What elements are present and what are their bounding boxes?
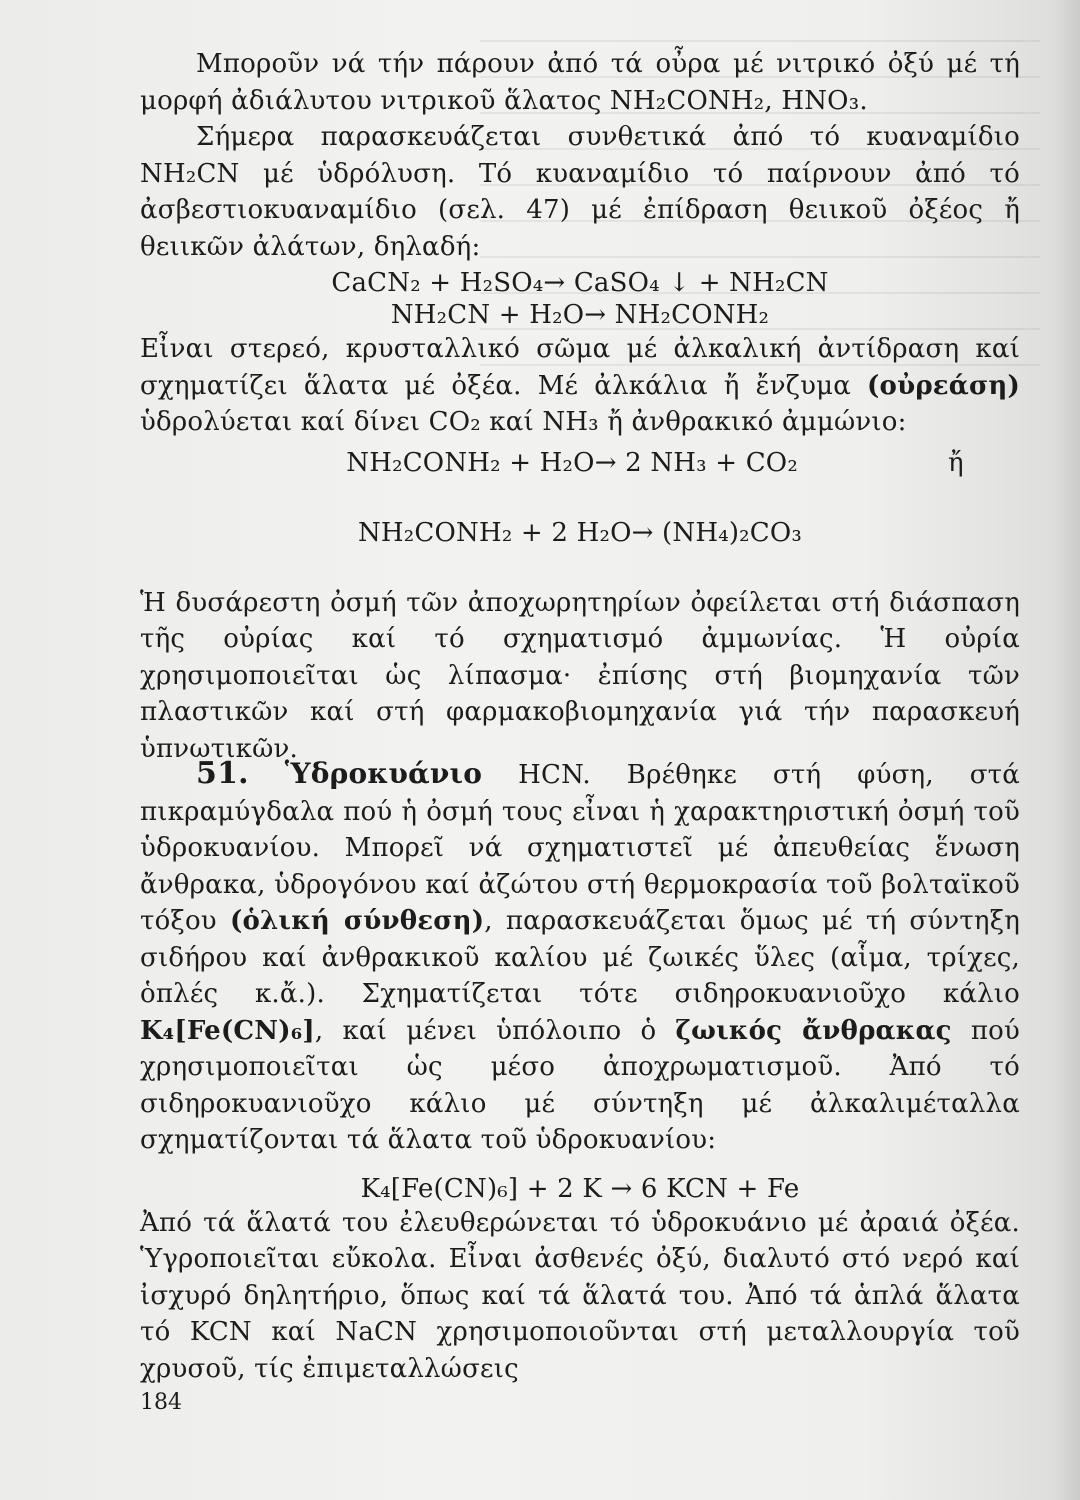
equation-3-row (140, 445, 1020, 481)
equation-5: K₄[Fe(CN)₆] + 2 K → 6 KCN + Fe (360, 1173, 800, 1204)
section-formula: HCN. (518, 760, 591, 790)
paragraph-cyanamide: Σήμερα παρασκευάζεται συνθετικά ἀπό τό κυαναμίδιο NH₂CN μέ ὑδρόλυση. Τό κυαναμίδιο τό παίρνουν ἀπό τό ἀσβεστιοκυαναμίδιο (σελ. 47) μέ ἐπίδραση θειικοῦ ὀξέος ἤ θειικῶν ἀλάτων, δηλαδή: (140, 122, 1020, 262)
equation-1: CaCN₂ + H₂SO₄→ CaSO₄ ↓ + NH₂CN (331, 268, 829, 298)
equation-4: NH₂CONH₂ + 2 H₂O→ (NH₄)₂CO₃ (357, 517, 803, 548)
paragraph-odor: Ἡ δυσάρεστη ὀσμή τῶν ἀποχωρητηρίων ὀφείλεται στή διάσπαση τῆς οὐρίας καί τό σχηματισμό ἀμμωνίας. Ἡ οὐρία χρησιμοποιεῖται ὡς λίπασμα· ἐπίσης στή βιομηχανία τῶν πλαστικῶν καί στή φαρμακοβιομηχανία γιά τήν παρασκευή ὑπνωτικῶν. (140, 587, 1020, 764)
equation-or: ἤ (947, 447, 964, 478)
equation-3: NH₂CONH₂ + H₂O→ 2 NH₃ + CO₂ (346, 447, 798, 478)
paragraph-nitrate: Μποροῦν νά τήν πάρουν ἀπό τά οὖρα μέ νιτρικό ὀξύ μέ τή μορφή ἀδιάλυτου νιτρικοῦ ἅλατος NH₂CONH₂, HNO₃. (140, 49, 1020, 116)
equation-2: NH₂CN + H₂O→ NH₂CONH₂ (390, 300, 770, 330)
section-title: Ὑδροκυάνιο (284, 757, 483, 790)
term-ferrocyanide: K₄[Fe(CN)₆] (140, 1015, 315, 1046)
term-animal-charcoal: ζωικός ἄνθρακας (675, 1015, 952, 1046)
paragraph-properties: Εἶναι στερεό, κρυσταλλικό σῶμα μέ ἀλκαλική ἀντίδραση καί σχηματίζει ἅλατα μέ ὀξέα. Μέ ἀλκάλια ἤ ἔνζυμα (οὐρεάση) ὑδρολύεται καί δίνει CO₂ καί NH₃ ἤ ἀνθρακικό ἀμμώνιο: (140, 334, 1020, 437)
section-51 (140, 756, 1020, 1387)
section-number: 51. (196, 756, 249, 791)
section-51-paragraph: 51. Ὑδροκυάνιο HCN. Βρέθηκε στή φύση, στά πικραμύγδαλα πού ἡ ὀσμή τους εἶναι ἡ χαρακτηριστική ὀσμή τοῦ ὑδροκυανίου. Μπορεῖ νά σχηματιστεῖ μέ ἀπευθείας ἕνωση ἄνθρακα, ὑδρογόνου καί ἀζώτου στή θερμοκρασία τοῦ βολταϊκοῦ τόξου (ὁλική σύνθεση), παρασκευάζεται ὅμως μέ τή σύντηξη σιδήρου καί ἀνθρακικοῦ καλίου μέ ζωικές ὕλες (αἷμα, τρίχες, ὁπλές κ.ἄ.). Σχηματίζεται τότε σιδηροκυανιοῦχο κάλιο K₄[Fe(CN)₆], καί μένει ὑπόλοιπο ὁ ζωικός ἄνθρακας πού χρησιμοποιεῖται ὡς μέσο ἀποχρωματισμοῦ. Ἀπό τό σιδηροκυανιοῦχο κάλιο μέ σύντηξη μέ ἀλκαλιμέταλλα σχηματίζονται τά ἅλατα τοῦ ὑδροκυανίου: (140, 756, 1021, 1155)
page-number: 184 (140, 1390, 182, 1415)
upper-text-block (140, 46, 1020, 767)
paragraph-hcn-properties: Ἀπό τά ἅλατά του ἐλευθερώνεται τό ὑδροκυάνιο μέ ἀραιά ὀξέα. Ὑγροποιεῖται εὔκολα. Εἶναι ἀσθενές ὀξύ, διαλυτό στό νερό καί ἰσχυρό δηλητήριο, ὅπως καί τά ἅλατά του. Ἀπό τά ἁπλά ἅλατα τό KCN καί NaCN χρησιμοποιοῦνται στή μεταλλουργία τοῦ χρυσοῦ, τίς ἐπιμεταλλώσεις (140, 1207, 1020, 1384)
term-total-synthesis: (ὁλική σύνθεση) (229, 906, 485, 936)
page-edge-shadow (1052, 0, 1080, 1500)
term-urease: (οὐρεάση) (867, 370, 1020, 401)
